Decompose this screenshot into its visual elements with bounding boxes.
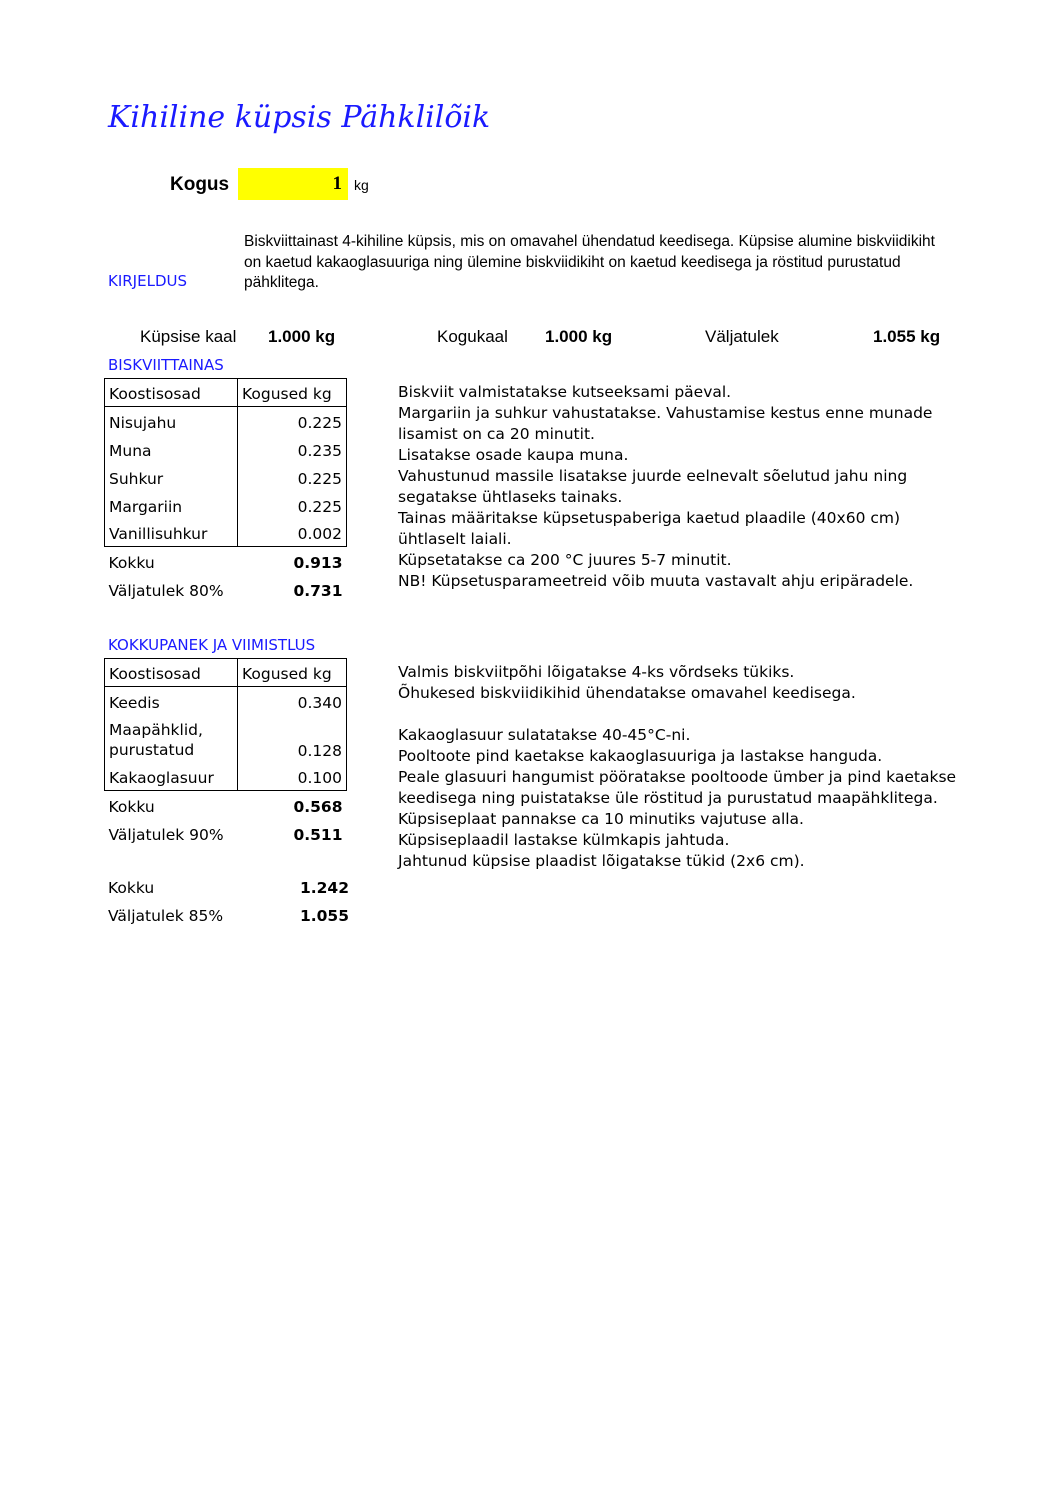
step-text: Tainas määritakse küpsetuspaberiga kaetud plaadile (40x60 cm) ühtlaselt laiali.	[398, 509, 901, 548]
description-text: Biskviittainast 4-kihiline küpsis, mis on omavahel ühendatud keedisega. Küpsise alumine biskviidikiht on kaetud kakaoglasuuriga ning ülemine biskviidikiht on kaetud keedisega ja röstitud purustatud pähklitega.	[244, 233, 935, 291]
grand-totals	[108, 874, 349, 930]
kokkupanek-table	[104, 658, 347, 847]
total-row	[105, 791, 347, 819]
yield-row	[105, 575, 347, 603]
ingredient-name-line: purustatud	[109, 740, 195, 759]
ingredient-name: Vanillisuhkur	[105, 519, 238, 547]
yield-value: 0.731	[293, 581, 343, 600]
biskviit-steps	[398, 382, 958, 592]
grand-yield-row	[108, 902, 349, 930]
table-header-row	[105, 659, 347, 687]
valjatulek-label: Väljatulek	[705, 327, 779, 346]
grand-total-label: Kokku	[108, 879, 155, 897]
table-header-row	[105, 379, 347, 407]
step-text: Küpsiseplaat pannakse ca 10 minutiks vajutuse alla.	[398, 810, 804, 828]
total-row	[105, 547, 347, 575]
ingredient-name	[105, 715, 238, 763]
grand-yield-value: 1.055	[299, 907, 349, 925]
ingredient-name: Margariin	[105, 491, 238, 519]
ingredient-qty: 0.100	[238, 763, 347, 791]
kogus-input[interactable]	[238, 168, 348, 200]
step-text: NB! Küpsetusparameetreid võib muuta vastavalt ahju eripäradele.	[398, 572, 914, 590]
col-header-qty: Kogused kg	[238, 659, 347, 687]
total-value: 0.913	[293, 553, 343, 572]
step-text: Kakaoglasuur sulatatakse 40-45°C-ni.	[398, 726, 691, 744]
kogus-label: Kogus	[170, 174, 230, 195]
table-row	[105, 407, 347, 435]
total-label: Kokku	[108, 553, 155, 572]
grand-total-value: 1.242	[299, 879, 349, 897]
ingredient-name: Suhkur	[105, 463, 238, 491]
grand-total-row	[108, 874, 349, 902]
kogus-value: 1	[332, 173, 342, 194]
kogus-unit: kg	[354, 177, 369, 193]
ingredient-name-line: Maapähklid,	[109, 720, 203, 739]
yield-value: 0.511	[293, 825, 343, 844]
table-row	[105, 463, 347, 491]
total-value: 0.568	[293, 797, 343, 816]
table-row	[105, 491, 347, 519]
kogukaal-value: 1.000 kg	[545, 327, 613, 346]
step-text: Margariin ja suhkur vahustatakse. Vahustamise kestus enne munade lisamist on ca 20 minutit.	[398, 404, 933, 443]
valjatulek-value: 1.055 kg	[873, 327, 941, 346]
table-row	[105, 715, 347, 763]
total-label: Kokku	[108, 797, 155, 816]
step-text: Biskviit valmistatakse kutseeksami päeval.	[398, 383, 732, 401]
step-text: Peale glasuuri hangumist pööratakse pooltoode ümber ja pind kaetakse keedisega ning puistatakse üle röstitud ja purustatud maapähklitega.	[398, 768, 957, 807]
ingredient-qty: 0.225	[238, 491, 347, 519]
kogukaal-label: Kogukaal	[437, 327, 508, 346]
biskviit-heading: BISKVIITTAINAS	[108, 356, 224, 374]
step-text: Õhukesed biskviidikihid ühendatakse omavahel keedisega.	[398, 684, 856, 702]
table-row	[105, 687, 347, 715]
kirjeldus-label: KIRJELDUS	[108, 272, 187, 290]
step-text	[398, 704, 958, 725]
yield-row	[105, 819, 347, 847]
step-text: Lisatakse osade kaupa muna.	[398, 446, 629, 464]
kokkupanek-steps	[398, 662, 958, 872]
col-header-name: Koostisosad	[105, 379, 238, 407]
step-text: Jahtunud küpsise plaadist lõigatakse tükid (2x6 cm).	[398, 852, 805, 870]
kokkupanek-heading: KOKKUPANEK JA VIIMISTLUS	[108, 636, 316, 654]
table-row	[105, 519, 347, 547]
ingredient-name: Kakaoglasuur	[105, 763, 238, 791]
biskviit-table	[104, 378, 347, 603]
ingredient-name: Muna	[105, 435, 238, 463]
table-row	[105, 435, 347, 463]
yield-label: Väljatulek 80%	[108, 581, 224, 600]
step-text: Küpsetatakse ca 200 °C juures 5-7 minutit.	[398, 551, 732, 569]
ingredient-name: Keedis	[105, 687, 238, 715]
col-header-qty: Kogused kg	[238, 379, 347, 407]
ingredient-name: Nisujahu	[105, 407, 238, 435]
ingredient-qty: 0.225	[238, 407, 347, 435]
grand-yield-label: Väljatulek 85%	[108, 907, 224, 925]
step-text: Vahustunud massile lisatakse juurde eelnevalt sõelutud jahu ning segatakse ühtlaseks tainaks.	[398, 467, 908, 506]
ingredient-qty: 0.002	[238, 519, 347, 547]
step-text: Pooltoote pind kaetakse kakaoglasuuriga ja lastakse hanguda.	[398, 747, 883, 765]
ingredient-qty: 0.340	[238, 687, 347, 715]
step-text: Valmis biskviitpõhi lõigatakse 4-ks võrdseks tükiks.	[398, 663, 795, 681]
yield-label: Väljatulek 90%	[108, 825, 224, 844]
ingredient-qty: 0.235	[238, 435, 347, 463]
ingredient-qty: 0.128	[238, 715, 347, 763]
step-text: Küpsiseplaadil lastakse külmkapis jahtuda.	[398, 831, 730, 849]
ingredient-qty: 0.225	[238, 463, 347, 491]
table-row	[105, 763, 347, 791]
kupsise-kaal-label: Küpsise kaal	[140, 327, 237, 346]
col-header-name: Koostisosad	[105, 659, 238, 687]
kupsise-kaal-value: 1.000 kg	[268, 327, 336, 346]
page-title: Kihiline küpsis Pähklilõik	[108, 100, 491, 135]
